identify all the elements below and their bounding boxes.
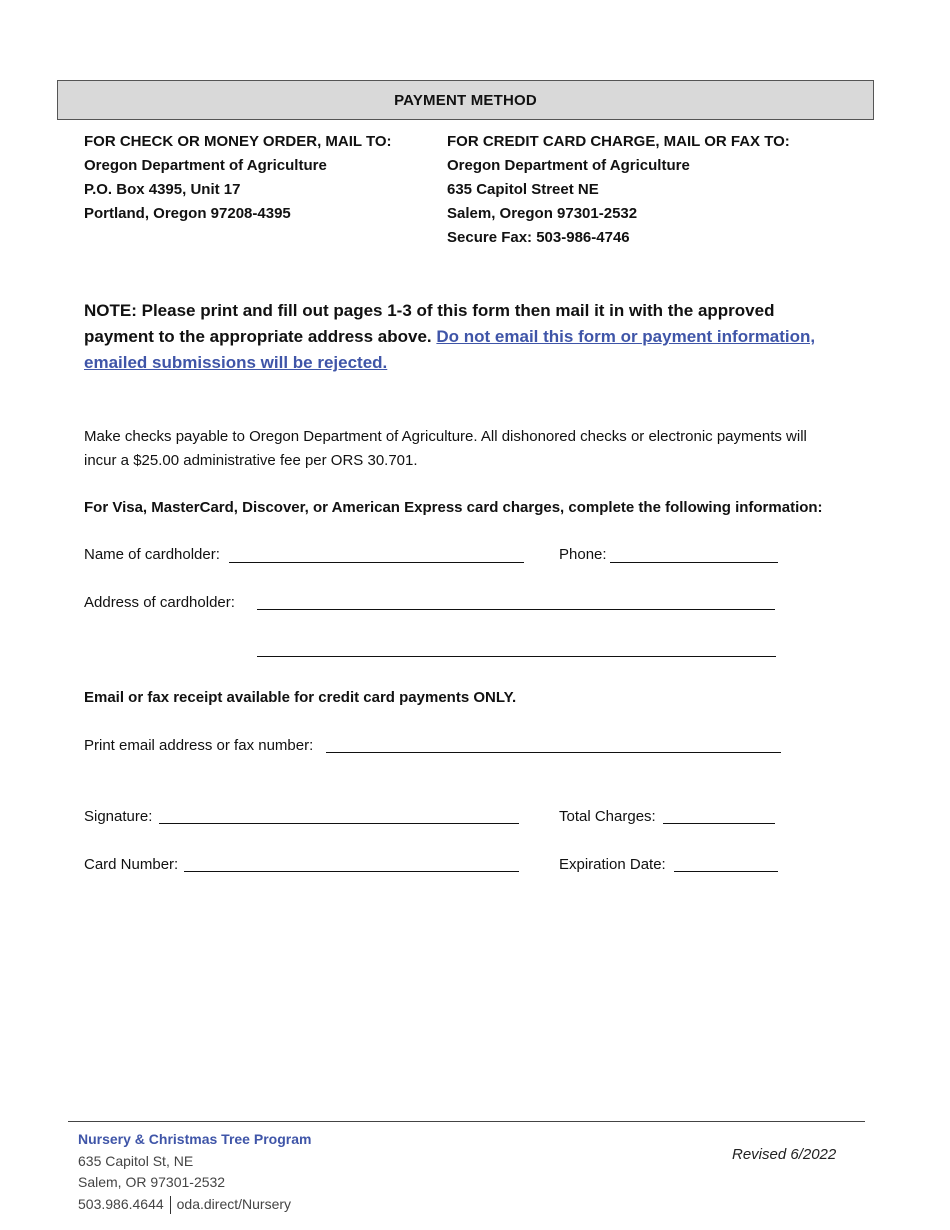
- footer-street: 635 Capitol St, NE: [78, 1152, 194, 1169]
- email-fax-label: Print email address or fax number:: [84, 737, 314, 754]
- receipt-note-emphasis: ONLY: [473, 689, 512, 706]
- credit-mail-line: Salem, Oregon 97301-2532: [447, 205, 638, 222]
- footer-city: Salem, OR 97301-2532: [78, 1174, 226, 1190]
- receipt-note: [84, 686, 516, 710]
- check-mail-line: Portland, Oregon 97208-4395: [84, 205, 291, 222]
- phone-field[interactable]: [610, 562, 778, 563]
- total-charges-label: Total Charges:: [559, 808, 656, 825]
- credit-mail-address: [447, 130, 790, 250]
- total-charges-field[interactable]: [663, 823, 775, 824]
- email-warning-note: [84, 298, 844, 376]
- cardholder-address-label: Address of cardholder:: [84, 594, 235, 611]
- footer-website[interactable]: oda.direct/Nursery: [176, 1195, 292, 1212]
- check-mail-address: [84, 130, 392, 226]
- phone-label: Phone:: [559, 546, 607, 563]
- receipt-note-text: Email or fax receipt available for credit card payments: [84, 689, 470, 706]
- expiration-date-field[interactable]: [674, 871, 778, 872]
- footer-separator: [170, 1196, 171, 1214]
- cardholder-address-field-line1[interactable]: [257, 609, 775, 610]
- cardholder-name-label: Name of cardholder:: [84, 546, 220, 563]
- signature-field[interactable]: [159, 823, 519, 824]
- footer-divider: [68, 1121, 865, 1122]
- email-fax-field[interactable]: [326, 752, 781, 753]
- credit-mail-line: Oregon Department of Agriculture: [447, 157, 690, 174]
- expiration-date-label: Expiration Date:: [559, 856, 666, 873]
- footer-contact: [78, 1129, 311, 1215]
- payment-method-header: [57, 80, 874, 120]
- section-title: PAYMENT METHOD: [394, 91, 537, 109]
- check-mail-heading: FOR CHECK OR MONEY ORDER, MAIL TO:: [84, 133, 392, 150]
- cardholder-name-field[interactable]: [229, 562, 524, 563]
- credit-mail-line: 635 Capitol Street NE: [447, 181, 599, 198]
- footer-program-name: Nursery & Christmas Tree Program: [78, 1131, 312, 1147]
- check-mail-line: Oregon Department of Agriculture: [84, 157, 327, 174]
- cardholder-address-field-line2[interactable]: [257, 656, 776, 657]
- checks-paragraph: Make checks payable to Oregon Department of Agriculture. All dishonored checks or electronic payments will incur a $25.00 administrative fee per ORS 30.701.: [84, 428, 807, 469]
- receipt-note-period: .: [511, 689, 517, 706]
- credit-mail-line: Secure Fax: 503-986-4746: [447, 229, 630, 246]
- note-text: NOTE: Please print and fill out pages 1-3 of this form then mail it in with the approved payment to the appropriate address above.: [84, 301, 775, 346]
- signature-label: Signature:: [84, 808, 153, 825]
- check-mail-line: P.O. Box 4395, Unit 17: [84, 181, 241, 198]
- card-number-field[interactable]: [184, 871, 519, 872]
- revised-date: Revised 6/2022: [732, 1146, 837, 1163]
- footer-phone: 503.986.4644: [78, 1195, 164, 1212]
- credit-mail-heading: FOR CREDIT CARD CHARGE, MAIL OR FAX TO:: [447, 133, 790, 150]
- card-instructions: For Visa, MasterCard, Discover, or American Express card charges, complete the following information:: [84, 499, 823, 516]
- no-email-link[interactable]: Do not email this form or payment information, emailed submissions will be rejected.: [84, 327, 816, 372]
- card-number-label: Card Number:: [84, 856, 179, 873]
